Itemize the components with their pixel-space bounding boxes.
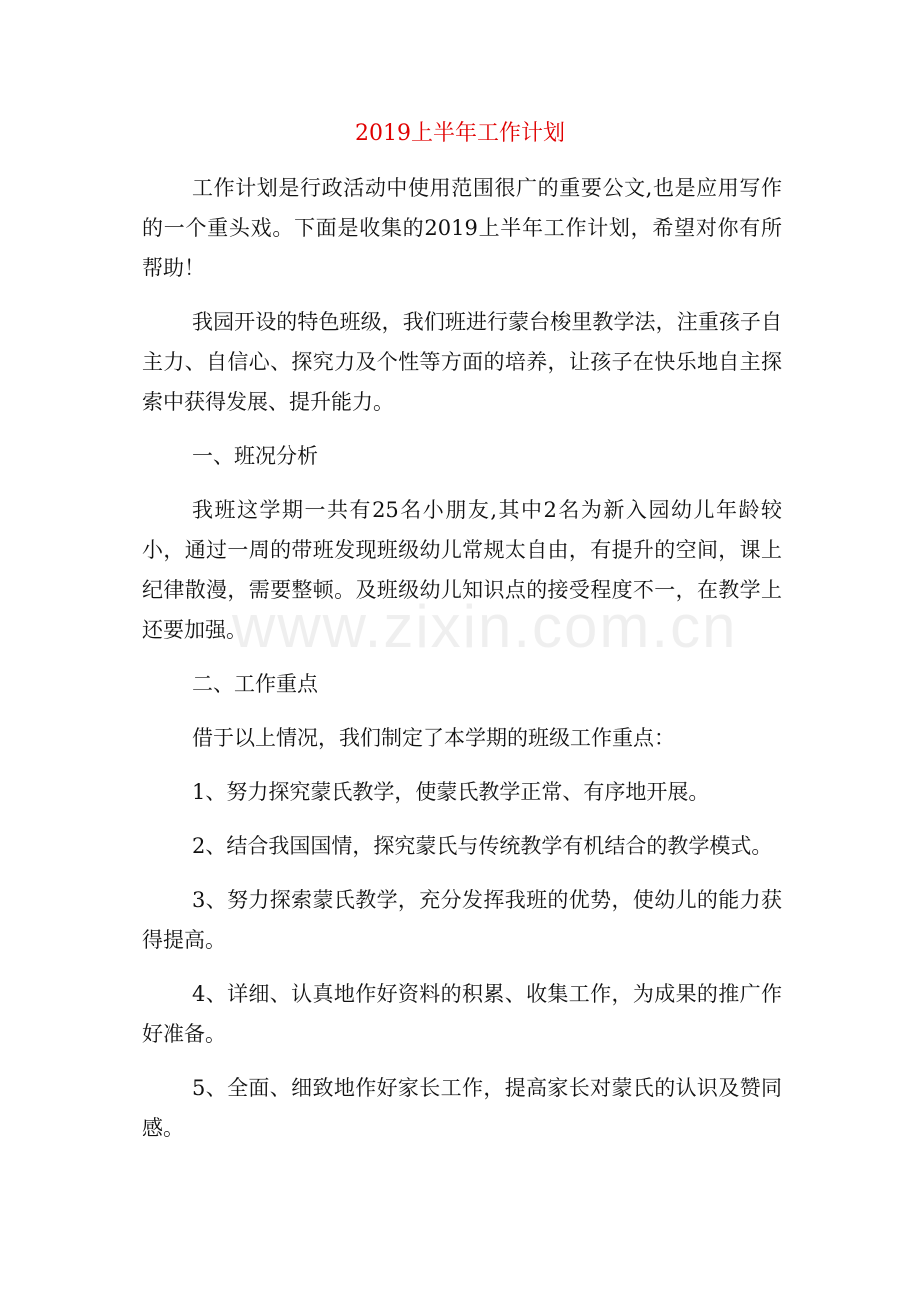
document-body bbox=[142, 168, 782, 1162]
list-item: 4、详细、认真地作好资料的积累、收集工作，为成果的推广作好准备。 bbox=[142, 982, 782, 1046]
section-heading-work-focus: 二、工作重点 bbox=[192, 672, 318, 696]
watermark: www.zixin.com.cn bbox=[232, 593, 738, 660]
list-item: 1、努力探究蒙氏教学，使蒙氏教学正常、有序地开展。 bbox=[192, 780, 710, 804]
overview-paragraph: 我园开设的特色班级，我们班进行蒙台梭里教学法，注重孩子自主力、自信心、探究力及个性等方面的培养，让孩子在快乐地自主探索中获得发展、提升能力。 bbox=[142, 310, 782, 414]
list-item: 5、全面、细致地作好家长工作，提高家长对蒙氏的认识及赞同感。 bbox=[142, 1076, 782, 1140]
section-heading-class-analysis: 一、班况分析 bbox=[192, 444, 318, 468]
document-title: 2019上半年工作计划 bbox=[355, 121, 565, 146]
list-item: 2、结合我国国情，探究蒙氏与传统教学有机结合的教学模式。 bbox=[192, 834, 773, 858]
list-item: 3、努力探索蒙氏教学，充分发挥我班的优势，使幼儿的能力获得提高。 bbox=[142, 888, 782, 952]
class-analysis-paragraph: 我班这学期一共有25名小朋友,其中2名为新入园幼儿年龄较小，通过一周的带班发现班级幼儿常规太自由，有提升的空间，课上纪律散漫，需要整顿。及班级幼儿知识点的接受程度不一，在教学上还要加强。 bbox=[142, 498, 782, 642]
intro-paragraph: 工作计划是行政活动中使用范围很广的重要公文,也是应用写作的一个重头戏。下面是收集的2019上半年工作计划，希望对你有所帮助！ bbox=[142, 176, 782, 280]
work-focus-intro: 借于以上情况，我们制定了本学期的班级工作重点： bbox=[192, 726, 675, 750]
